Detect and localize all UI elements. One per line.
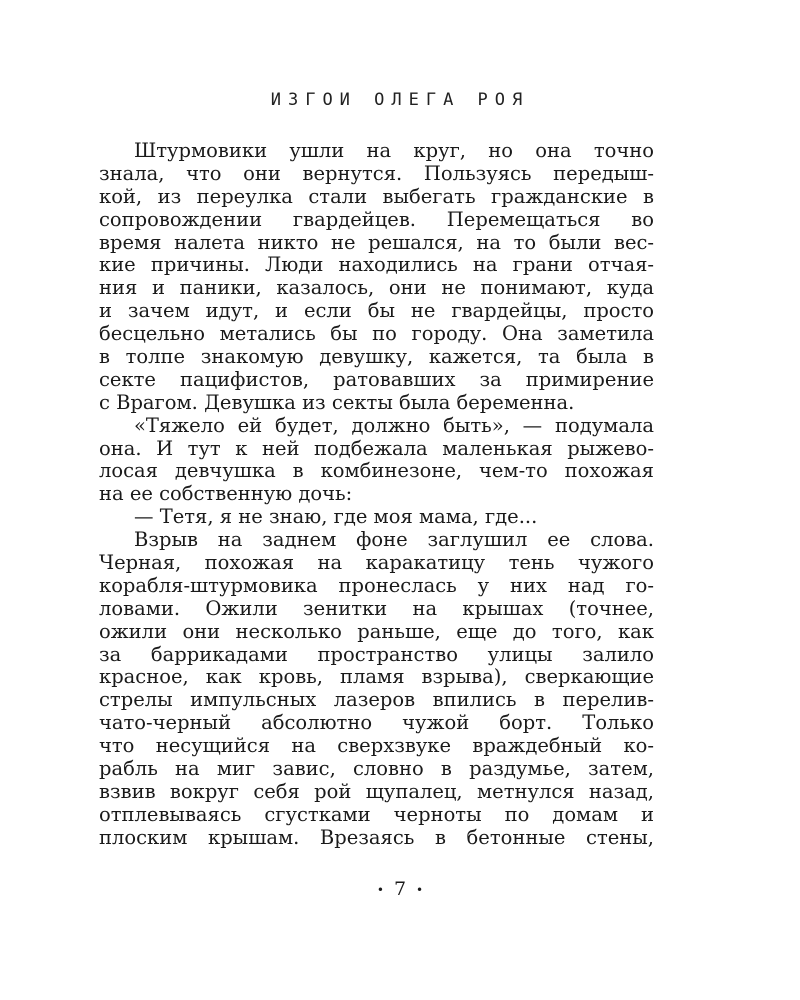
text-line: время налета никто не решался, на то были вес- xyxy=(99,230,654,254)
text-line: на ее собственную дочь: xyxy=(99,482,353,506)
text-line: плоским крышам. Врезаясь в бетонные стены, xyxy=(99,825,654,849)
text-line: корабля-штурмовика пронеслась у них над го- xyxy=(99,573,654,597)
text-line: ожили они несколько раньше, еще до того, как xyxy=(99,619,654,643)
text-line: кой, из переулка стали выбегать гражданские в xyxy=(99,184,654,208)
text-line: взвив вокруг себя рой щупалец, метнулся назад, xyxy=(99,779,654,803)
text-line: секте пацифистов, ратовавших за примирение xyxy=(99,367,654,391)
text-line: чато-черный абсолютно чужой борт. Только xyxy=(99,711,654,735)
text-line: стрелы импульсных лазеров впились в перелив- xyxy=(99,688,654,712)
text-line: ловами. Ожили зенитки на крышах (точнее, xyxy=(99,596,654,620)
text-line: сопровождении гвардейцев. Перемещаться во xyxy=(99,207,654,231)
text-line: рабль на миг завис, словно в раздумье, затем, xyxy=(99,757,654,781)
text-line: лосая девчушка в комбинезоне, чем-то похожая xyxy=(99,459,654,483)
text-line: бесцельно метались бы по городу. Она заметила xyxy=(99,322,654,346)
text-line: и зачем идут, и если бы не гвардейцы, просто xyxy=(99,299,654,323)
ornament-dot-right: • xyxy=(416,883,424,897)
text-line: Черная, похожая на каракатицу тень чужого xyxy=(99,551,654,575)
text-line: с Врагом. Девушка из секты была беременна. xyxy=(99,390,575,414)
text-line: знала, что они вернутся. Пользуясь передыш- xyxy=(99,161,654,185)
text-line: — Тетя, я не знаю, где моя мама, где... xyxy=(134,505,538,529)
running-head: ИЗГОИ ОЛЕГА РОЯ xyxy=(270,90,530,110)
text-line: она. И тут к ней подбежала маленькая рыжево- xyxy=(99,436,654,460)
text-line: Штурмовики ушли на круг, но она точно xyxy=(134,139,654,162)
body-text xyxy=(99,140,654,850)
text-line: кие причины. Люди находились на грани отчая- xyxy=(99,253,654,277)
text-line: что несущийся на сверхзвуке враждебный ко- xyxy=(99,734,654,758)
text-line: Взрыв на заднем фоне заглушил ее слова. xyxy=(134,528,654,552)
text-line: за баррикадами пространство улицы залило xyxy=(99,642,654,666)
text-line: ния и паники, казалось, они не понимают, куда xyxy=(99,276,654,300)
text-line: отплевываясь сгустками черноты по домам и xyxy=(99,802,654,826)
page-number: 7 xyxy=(393,878,407,900)
text-line: «Тяжело ей будет, должно быть», — подумала xyxy=(134,413,654,437)
text-line: красное, как кровь, пламя взрыва), сверкающие xyxy=(99,665,654,689)
text-line: в толпе знакомую девушку, кажется, та была в xyxy=(99,345,654,369)
page-number-footer xyxy=(0,878,800,900)
ornament-dot-left: • xyxy=(376,883,384,897)
